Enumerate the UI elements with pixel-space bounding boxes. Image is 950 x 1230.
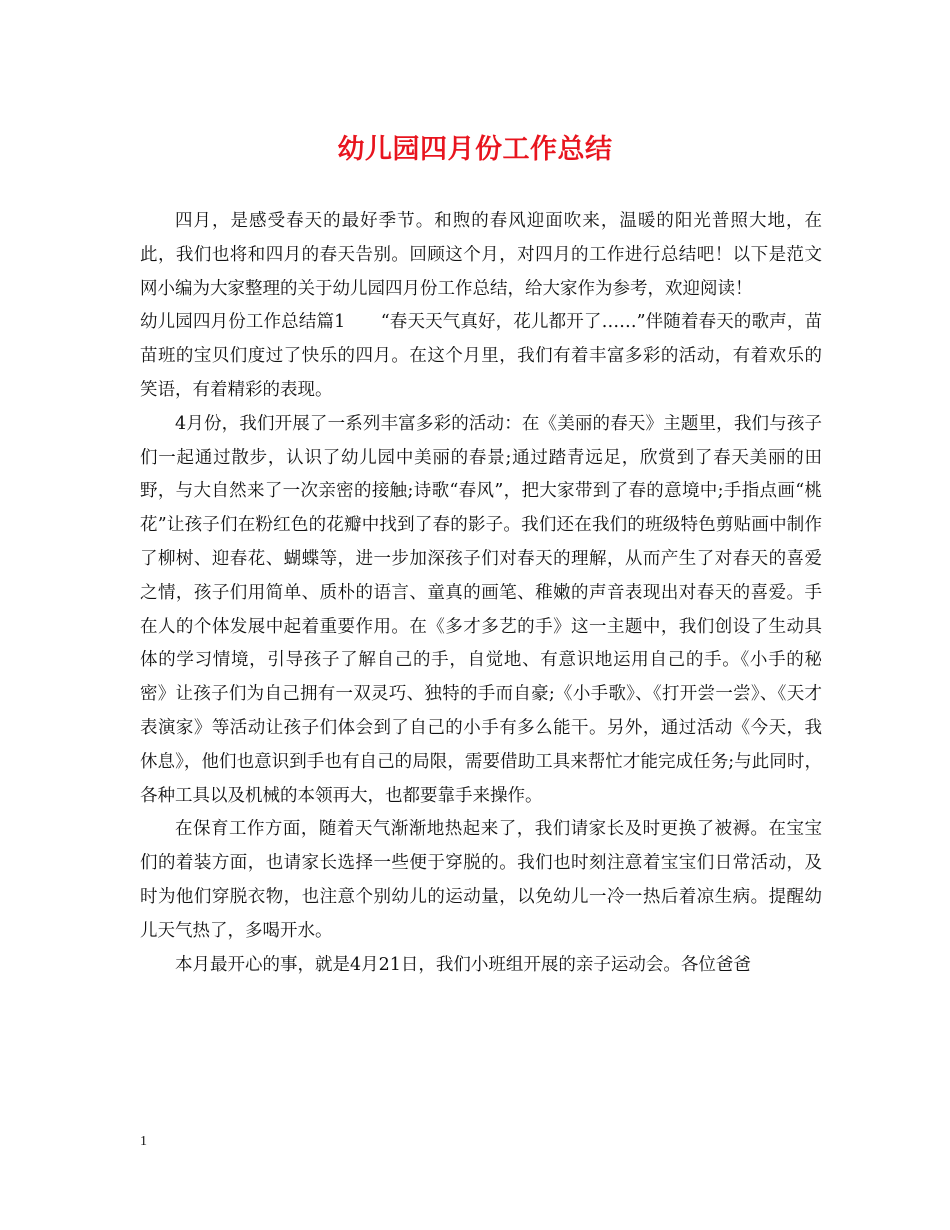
paragraph: 本月最开心的事，就是4月21日，我们小班组开展的亲子运动会。各位爸爸: [175, 954, 751, 975]
paragraph: 4月份，我们开展了一系列丰富多彩的活动：在《美丽的春天》主题里，我们与孩子们一起通过散步，认识了幼儿园中美丽的春景;通过踏青远足，欣赏到了春天美丽的田野，与大自然来了一次亲密的接触;诗歌“春风”，把大家带到了春的意境中;手指点画“桃花”让孩子们在粉红色的花瓣中找到了春的影子。我们还在我们的班级特色剪贴画中制作了柳树、迎春花、蝴蝶等，进一步加深孩子们对春天的理解，从而产生了对春天的喜爱之情，孩子们用简单、质朴的语言、童真的画笔、稚嫩的声音表现出对春天的喜爱。手在人的个体发展中起着重要作用。在《多才多艺的手》这一主题中，我们创设了生动具体的学习情境，引导孩子了解自己的手，自觉地、有意识地运用自己的手。《小手的秘密》让孩子们为自己拥有一双灵巧、独特的手而自豪;《小手歌》、《打开尝一尝》、《天才表演家》等活动让孩子们体会到了自己的小手有多么能干。另外，通过活动《今天，我休息》，他们也意识到手也有自己的局限，需要借助工具来帮忙才能完成任务;与此同时，各种工具以及机械的本领再大，也都要靠手来操作。: [140, 413, 822, 806]
paragraph: 在保育工作方面，随着天气渐渐地热起来了，我们请家长及时更换了被褥。在宝宝们的着装方面，也请家长选择一些便于穿脱的。我们也时刻注意着宝宝们日常活动，及时为他们穿脱衣物，也注意个别幼儿的运动量，以免幼儿一冷一热后着凉生病。提醒幼儿天气热了，多喝开水。: [140, 819, 822, 941]
paragraph: 四月，是感受春天的最好季节。和煦的春风迎面吹来，温暖的阳光普照大地，在此，我们也将和四月的春天告别。回顾这个月，对四月的工作进行总结吧！以下是范文网小编为大家整理的关于幼儿园四月份工作总结，给大家作为参考，欢迎阅读！: [140, 211, 822, 299]
page-number: 1: [140, 1134, 147, 1149]
paragraph: 幼儿园四月份工作总结篇1 “春天天气真好，花儿都开了……”伴随着春天的歌声，苗苗班的宝贝们度过了快乐的四月。在这个月里，我们有着丰富多彩的活动，有着欢乐的笑语，有着精彩的表现。: [140, 312, 822, 400]
document-title: 幼儿园四月份工作总结: [337, 134, 613, 165]
document-body: [140, 205, 822, 982]
